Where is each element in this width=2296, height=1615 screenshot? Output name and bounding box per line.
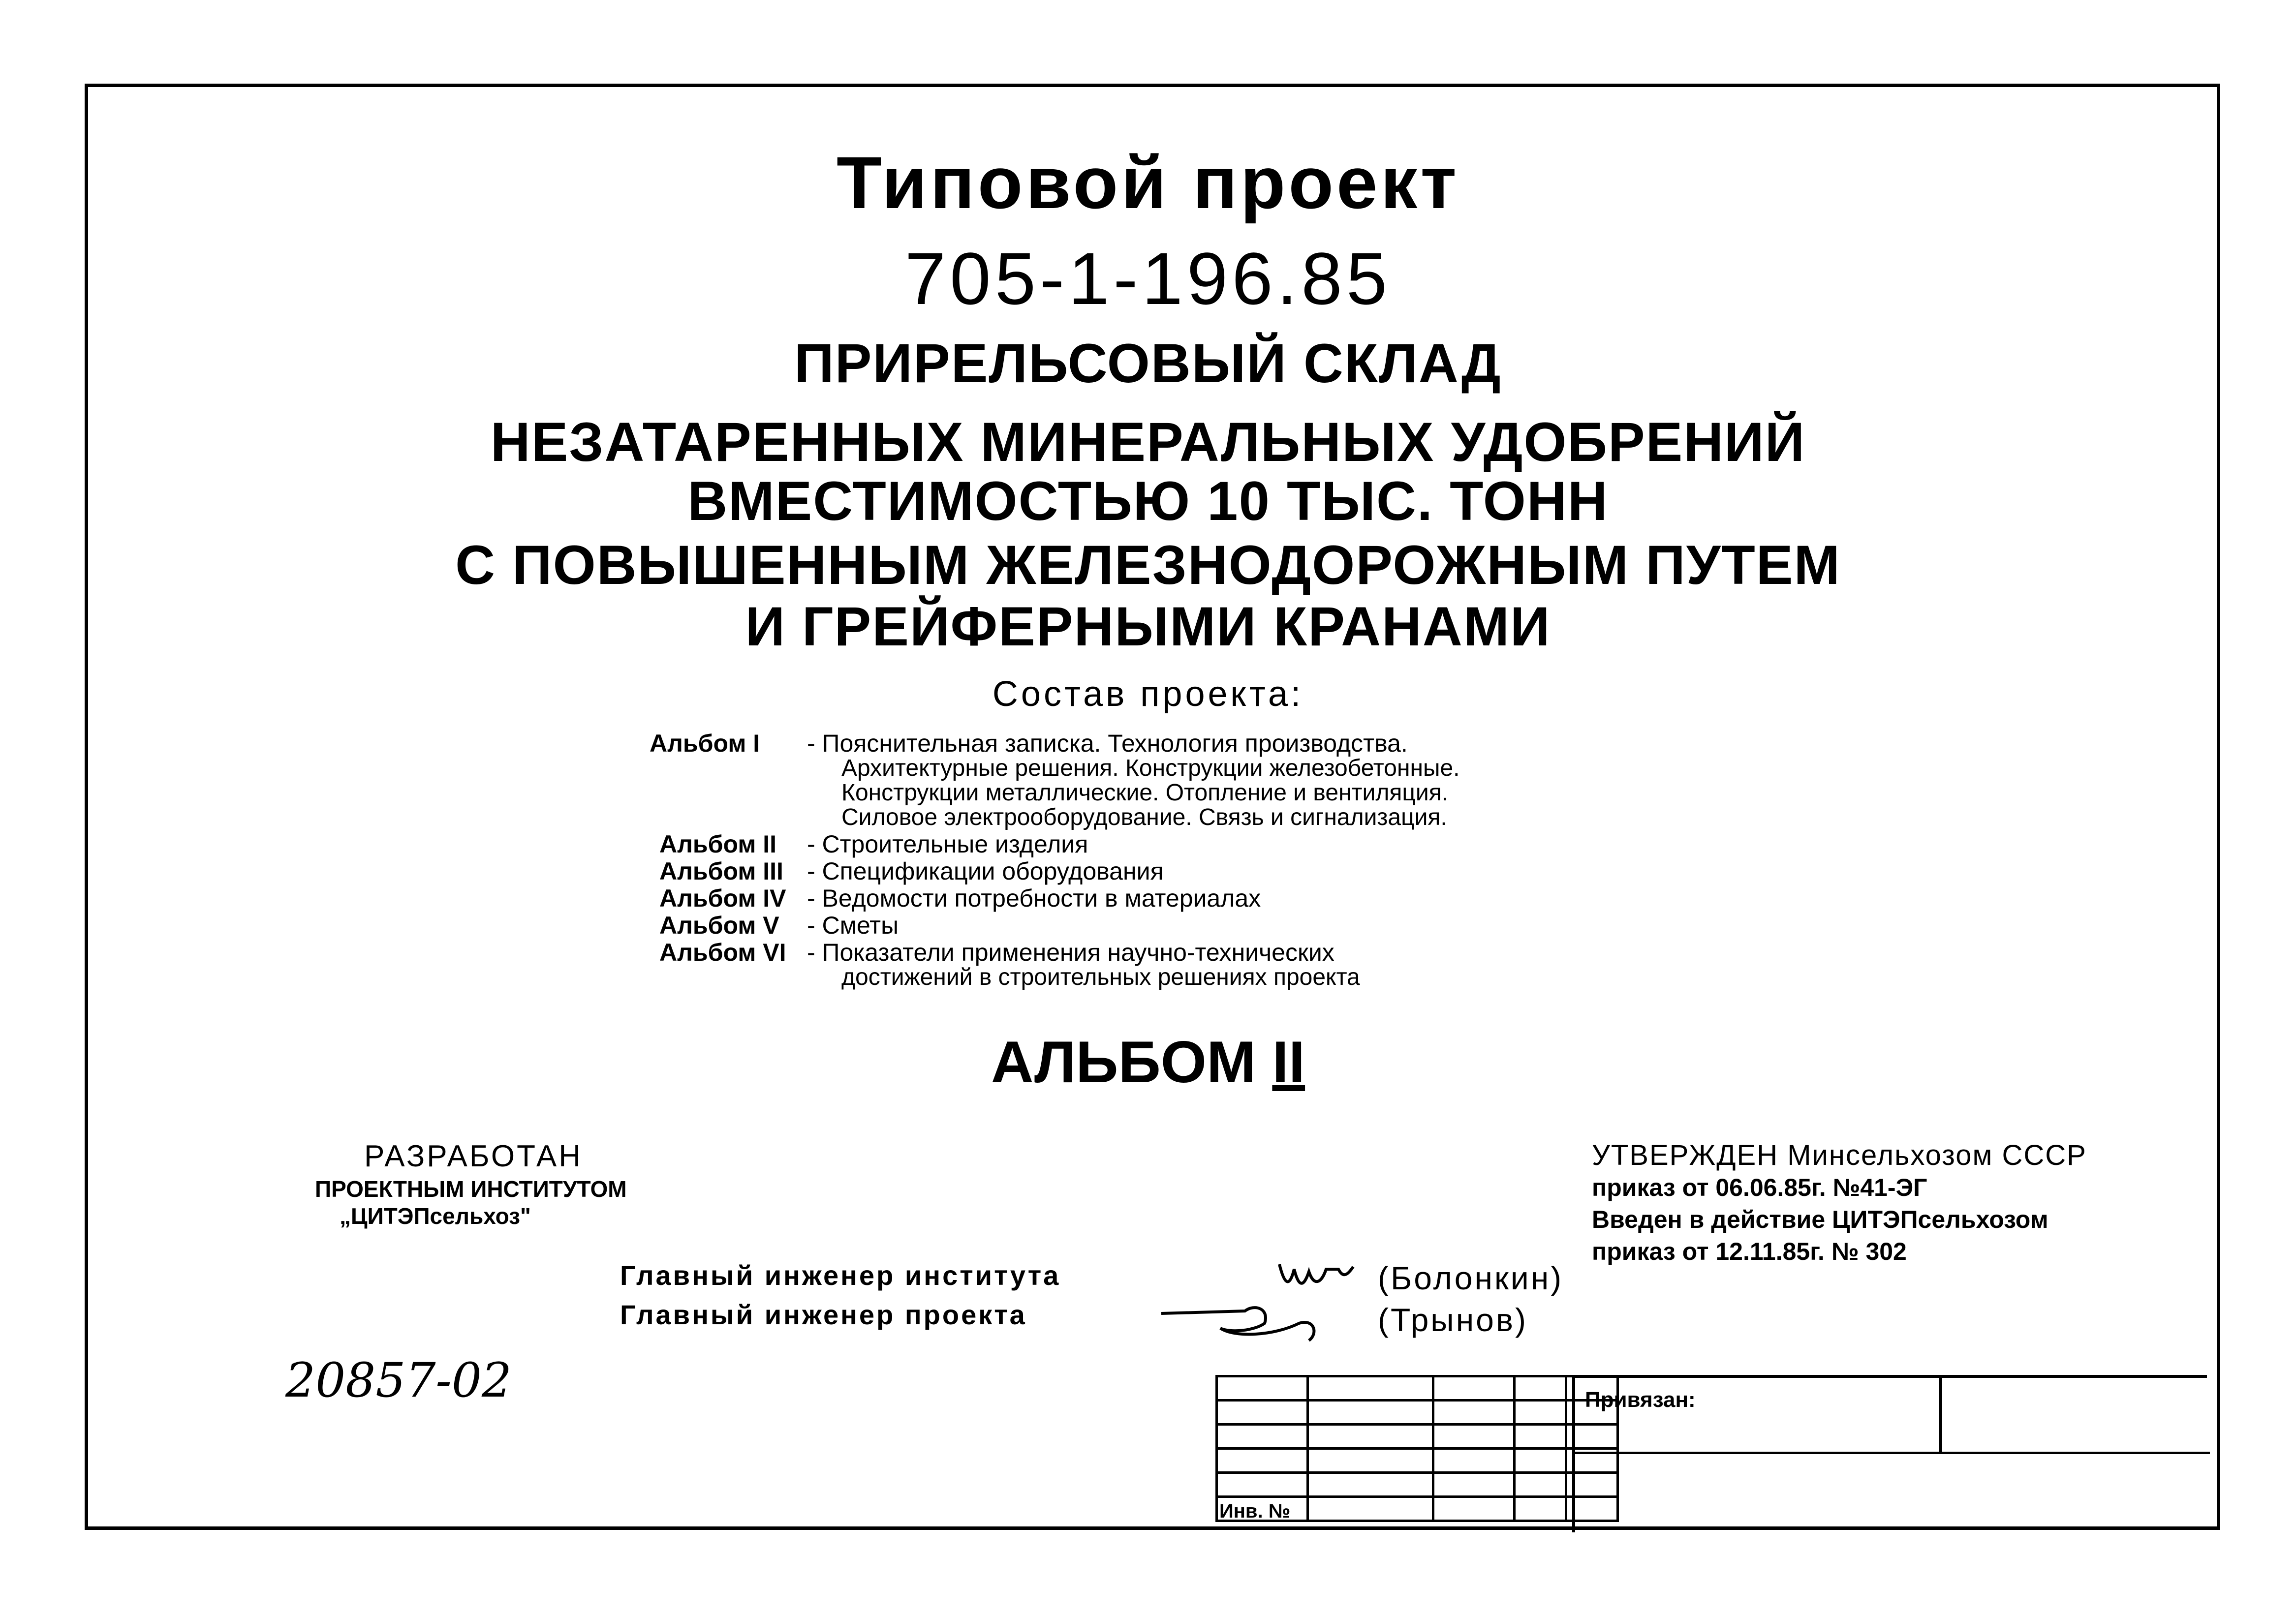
album-item-line: - Ведомости потребности в материалах <box>807 884 1261 912</box>
document-title: Типовой проект <box>837 141 1459 224</box>
project-number: 705-1-196.85 <box>904 237 1392 320</box>
approval-line-4: приказ от 12.11.85г. № 302 <box>1592 1238 1907 1265</box>
approval-line-2: приказ от 06.06.85г. №41-ЭГ <box>1592 1174 1927 1201</box>
current-album-word: АЛЬБОМ <box>991 1029 1256 1095</box>
developer-line-3: „ЦИТЭПсельхоз" <box>340 1203 531 1229</box>
album-label: Альбом I <box>650 730 760 757</box>
album-item-line: Конструкции металлические. Отопление и вентиляция. <box>841 780 1448 806</box>
album-item-line: достижений в строительных решениях проекта <box>841 964 1360 990</box>
current-album-roman: II <box>1272 1029 1305 1095</box>
binding-hline <box>1575 1452 2210 1454</box>
signature-name-1: (Болонкин) <box>1378 1260 1564 1296</box>
album-label: Альбом V <box>659 912 779 939</box>
album-item-line: - Показатели применения научно-технических <box>807 939 1334 966</box>
approval-line-1: УТВЕРЖДЕН Минсельхозом СССР <box>1592 1139 2087 1171</box>
signature-role-2: Главный инженер проекта <box>620 1299 1027 1330</box>
project-title-line-4: С ПОВЫШЕННЫМ ЖЕЛЕЗНОДОРОЖНЫМ ПУТЕМ <box>455 534 1841 596</box>
album-label: Альбом II <box>659 830 777 858</box>
approval-line-3: Введен в действие ЦИТЭПсельхозом <box>1592 1206 2048 1233</box>
album-label: Альбом VI <box>659 939 786 966</box>
album-item-line: - Спецификации оборудования <box>807 857 1164 885</box>
album-item-line: - Пояснительная записка. Технология производства. <box>807 730 1408 757</box>
album-label: Альбом III <box>659 857 783 885</box>
project-title-line-1: ПРИРЕЛЬСОВЫЙ СКЛАД <box>794 333 1502 394</box>
album-item-line: Силовое электрооборудование. Связь и сигнализация. <box>841 804 1447 830</box>
project-title-line-2: НЕЗАТАРЕННЫХ МИНЕРАЛЬНЫХ УДОБРЕНИЙ <box>490 411 1806 473</box>
signature-role-1: Главный инженер института <box>620 1260 1061 1291</box>
composition-heading: Состав проекта: <box>992 674 1304 714</box>
project-title-line-5: И ГРЕЙФЕРНЫМИ КРАНАМИ <box>745 596 1551 657</box>
album-item-line: - Сметы <box>807 912 899 939</box>
developer-line-2: ПРОЕКТНЫМ ИНСТИТУТОМ <box>315 1176 627 1202</box>
project-title-line-3: ВМЕСТИМОСТЬЮ 10 ТЫС. ТОНН <box>687 470 1609 532</box>
album-item-line: - Строительные изделия <box>807 830 1088 858</box>
current-album <box>0 1028 2296 1096</box>
binding-label: Привязан: <box>1585 1388 1696 1412</box>
signature-name-2: (Трынов) <box>1378 1302 1528 1338</box>
binding-box <box>1572 1375 2207 1532</box>
album-item-line: Архитектурные решения. Конструкции железобетонные. <box>841 755 1460 781</box>
inventory-number-label: Инв. № <box>1219 1500 1291 1522</box>
document-code: 20857-02 <box>285 1353 512 1408</box>
signature-scribbles <box>1156 1249 1368 1353</box>
album-label: Альбом IV <box>659 884 786 912</box>
binding-divider <box>1939 1378 1942 1452</box>
developer-line-1: РАЗРАБОТАН <box>364 1139 583 1173</box>
